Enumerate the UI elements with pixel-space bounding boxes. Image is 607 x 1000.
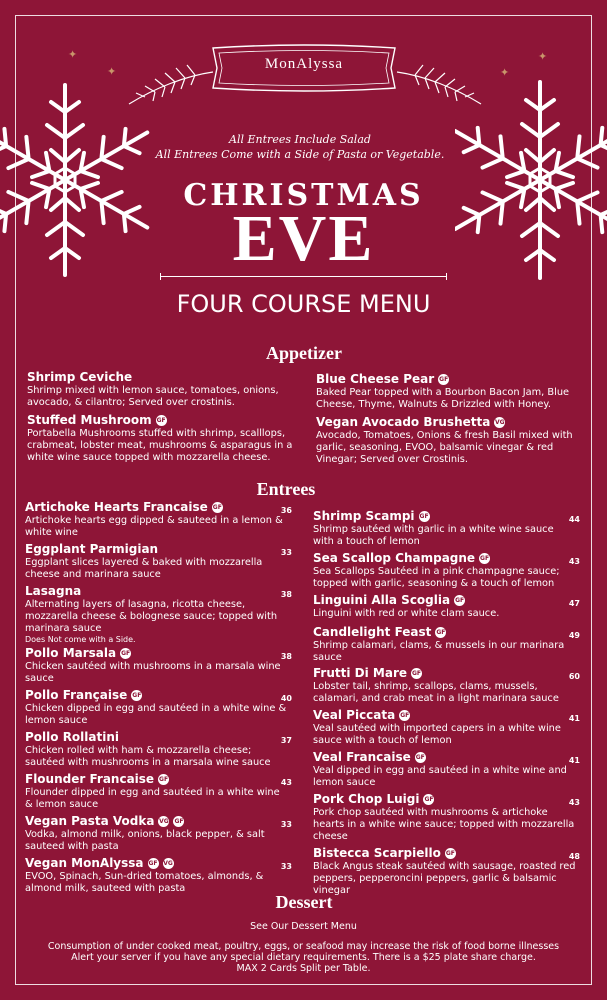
- gluten-free-badge: GF: [212, 504, 222, 511]
- gluten-free-badge: GF: [436, 629, 446, 636]
- appetizer-item-description: Shrimp mixed with lemon sauce, tomatoes, onions, avocado, & cilantro; Served over crostinis.: [27, 385, 279, 408]
- entree-item-description: Chicken sautéed with mushrooms in a marsala wine sauce: [25, 661, 281, 684]
- entree-item-price: 43: [568, 557, 580, 566]
- entree-item: [25, 730, 287, 769]
- entree-item-price: 33: [280, 548, 292, 557]
- entree-item-title: Linguini Alla Scoglia: [313, 593, 451, 607]
- gluten-free-badge: GF: [400, 712, 410, 719]
- gluten-free-badge: GF: [174, 818, 184, 825]
- entree-item: [313, 551, 577, 590]
- entree-item: [25, 772, 287, 811]
- gluten-free-badge: GF: [412, 670, 422, 677]
- laurel-right-icon: [395, 58, 485, 106]
- entree-item-price: 49: [568, 631, 580, 640]
- vegan-badge: VG: [495, 419, 505, 426]
- entree-item-price: 44: [568, 515, 580, 524]
- entree-item-description: Artichoke hearts egg dipped & sauteed in a lemon & white wine: [25, 515, 283, 538]
- entree-item-description: Pork chop sautéed with mushrooms & artichoke hearts in a white wine sauce; topped with mozzarella cheese: [313, 807, 575, 842]
- appetizer-heading: Appetizer: [266, 343, 342, 363]
- entree-item-title: Sea Scallop Champagne: [313, 551, 476, 565]
- appetizer-item-name: [27, 370, 299, 385]
- gluten-free-badge: GF: [439, 376, 449, 383]
- appetizer-item-title: Vegan Avocado Brushetta: [316, 415, 491, 429]
- entree-item-description: Eggplant slices layered & baked with mozzarella cheese and marinara sauce: [25, 557, 263, 580]
- entree-item: [25, 646, 287, 685]
- entree-item: [25, 688, 287, 727]
- gluten-free-badge: GF: [419, 513, 429, 520]
- gluten-free-badge: GF: [455, 597, 465, 604]
- laurel-left-icon: [125, 58, 215, 106]
- appetizer-item-title: Stuffed Mushroom: [27, 413, 152, 427]
- entree-item-title: Flounder Francaise: [25, 772, 155, 786]
- entree-item-description: Linguini with red or white clam sauce.: [313, 608, 500, 619]
- entree-item-price: 33: [280, 820, 292, 829]
- sparkle-icon: ✦: [500, 67, 510, 79]
- gluten-free-badge: GF: [156, 417, 166, 424]
- entree-item-description: Flounder dipped in egg and sautéed in a white wine & lemon sauce: [25, 787, 280, 810]
- entree-item-price: 43: [568, 798, 580, 807]
- entree-item-name: [25, 646, 287, 661]
- appetizer-item: [316, 372, 582, 411]
- entree-item-description: Sea Scallops Sautéed in a pink champagne sauce; topped with garlic, seasoning & a touch of lemon: [313, 566, 560, 589]
- entree-item-price: 38: [280, 590, 292, 599]
- gluten-free-badge: GF: [424, 796, 434, 803]
- appetizer-item-name: [27, 413, 299, 428]
- entree-item-title: Vegan Pasta Vodka: [25, 814, 155, 828]
- entree-item-title: Pollo Française: [25, 688, 128, 702]
- entree-item: [313, 750, 577, 789]
- entree-item-name: [25, 584, 287, 599]
- entree-item-description: Chicken dipped in egg and sautéed in a white wine & lemon sauce: [25, 703, 287, 726]
- entree-item-price: 43: [280, 778, 292, 787]
- entree-item-note: Does Not come with a Side.: [25, 635, 136, 644]
- entree-item-title: Vegan MonAlyssa: [25, 856, 144, 870]
- gluten-free-badge: GF: [148, 860, 158, 867]
- entree-item-name: [25, 730, 287, 745]
- entree-item-price: 41: [568, 714, 580, 723]
- entree-item-name: [313, 551, 577, 566]
- entree-item-title: Frutti Di Mare: [313, 666, 408, 680]
- title-christmas: CHRISTMAS: [183, 178, 424, 213]
- entree-item-title: Eggplant Parmigian: [25, 542, 159, 556]
- side-note: All Entrees Come with a Side of Pasta or Vegetable.: [155, 148, 445, 161]
- entree-item-description: Lobster tail, shrimp, scallops, clams, mussels, calamari, and crab meat in a light marinara sauce: [313, 681, 559, 704]
- entree-item-description: EVOO, Spinach, Sun-dried tomatoes, almonds, & almond milk, sauteed with pasta: [25, 871, 264, 894]
- entree-item: [313, 792, 577, 843]
- footer-dietary: Alert your server if you have any special dietary requirements. There is a $25 plate share charge.: [71, 952, 536, 963]
- appetizer-item-description: Portabella Mushrooms stuffed with shrimp, scalllops, crabmeat, lobster meat, mushrooms & asparagus in a white wine sauce topped with mozzarella cheese.: [27, 428, 293, 463]
- entree-item-description: Shrimp calamari, clams, & mussels in our marinara sauce: [313, 640, 565, 663]
- entree-item-price: 37: [280, 736, 292, 745]
- gluten-free-badge: GF: [445, 850, 455, 857]
- entree-item: [25, 542, 287, 581]
- entree-item-price: 40: [280, 694, 292, 703]
- entree-item-title: Pollo Rollatini: [25, 730, 120, 744]
- entree-item-name: [25, 500, 287, 515]
- entree-item-title: Pollo Marsala: [25, 646, 117, 660]
- appetizer-item-description: Baked Pear topped with a Bourbon Bacon Jam, Blue Cheese, Thyme, Walnuts & Drizzled with Honey.: [316, 387, 570, 410]
- entree-item-name: [25, 856, 287, 871]
- gluten-free-badge: GF: [132, 692, 142, 699]
- entree-item-description: Chicken rolled with ham & mozzarella cheese; sautéed with mushrooms in a marsala wine sauce: [25, 745, 271, 768]
- gluten-free-badge: GF: [480, 555, 490, 562]
- gluten-free-badge: GF: [159, 776, 169, 783]
- entree-item-name: [25, 772, 287, 787]
- entree-item: [313, 666, 577, 705]
- title-divider: [160, 276, 447, 277]
- entree-item: [313, 593, 577, 620]
- appetizer-item-title: Blue Cheese Pear: [316, 372, 435, 386]
- entree-item-name: [313, 750, 577, 765]
- entree-item-name: [25, 688, 287, 703]
- entree-item-description: Black Angus steak sautéed with sausage, roasted red peppers, pepperoncini peppers, garlic & balsamic vinegar: [313, 861, 576, 896]
- entree-item-name: [25, 542, 287, 557]
- brand-name: MonAlyssa: [264, 56, 344, 72]
- entree-item-title: Lasagna: [25, 584, 82, 598]
- entree-item-description: Vodka, almond milk, onions, black pepper, & salt sauteed with pasta: [25, 829, 265, 852]
- appetizer-item-name: [316, 415, 582, 430]
- entree-item: [313, 625, 577, 664]
- appetizer-item: [27, 413, 299, 464]
- entree-item-price: 41: [568, 756, 580, 765]
- footer-cards: MAX 2 Cards Split per Table.: [236, 963, 371, 974]
- appetizer-item: [27, 370, 299, 409]
- entree-item-name: [313, 593, 577, 608]
- entree-item-title: Candlelight Feast: [313, 625, 432, 639]
- entree-item-price: 38: [280, 652, 292, 661]
- gluten-free-badge: GF: [415, 754, 425, 761]
- sparkle-icon: ✦: [538, 51, 548, 63]
- title-eve: EVE: [232, 202, 375, 275]
- entree-item-name: [313, 666, 577, 681]
- entree-item-name: [313, 708, 577, 723]
- entree-item-title: Pork Chop Luigi: [313, 792, 420, 806]
- entree-item-description: Shrimp sautéed with garlic in a white wine sauce with a touch of lemon: [313, 524, 554, 547]
- entree-item-title: Artichoke Hearts Francaise: [25, 500, 208, 514]
- appetizer-item-title: Shrimp Ceviche: [27, 370, 133, 384]
- entree-item-name: [313, 792, 577, 807]
- entree-item-title: Shrimp Scampi: [313, 509, 415, 523]
- entree-item-title: Veal Francaise: [313, 750, 411, 764]
- vegan-badge: VG: [163, 860, 173, 867]
- entree-item-name: [313, 625, 577, 640]
- entree-item-description: Veal sautéed with imported capers in a white wine sauce with a touch of lemon: [313, 723, 561, 746]
- entree-item: [25, 814, 287, 853]
- sparkle-icon: ✦: [107, 66, 117, 78]
- entree-item-price: 33: [280, 862, 292, 871]
- entree-item: [313, 509, 577, 548]
- entree-item-price: 36: [280, 506, 292, 515]
- entree-item-price: 60: [568, 672, 580, 681]
- entree-item-description: Alternating layers of lasagna, ricotta cheese, mozzarella cheese & bolognese sauce; topped with marinara sauce: [25, 599, 278, 634]
- entree-item: [25, 856, 287, 895]
- entree-item-title: Bistecca Scarpiello: [313, 846, 441, 860]
- entree-item-title: Veal Piccata: [313, 708, 396, 722]
- appetizer-item-name: [316, 372, 582, 387]
- entree-item-price: 47: [568, 599, 580, 608]
- entree-item: [313, 708, 577, 747]
- sparkle-icon: ✦: [68, 49, 78, 61]
- footer-warning: Consumption of under cooked meat, poultry, eggs, or seafood may increase the risk of food borne illnesses: [47, 941, 560, 952]
- entree-item-name: [313, 509, 577, 524]
- entree-item-name: [25, 814, 287, 829]
- entree-item: [25, 584, 287, 645]
- salad-note: All Entrees Include Salad: [229, 133, 371, 146]
- appetizer-item-description: Avocado, Tomatoes, Onions & fresh Basil mixed with garlic, seasoning, EVOO, balsamic vinegar & red Vinegar; Served over Crostinis.: [316, 430, 573, 465]
- dessert-heading: Dessert: [275, 892, 333, 912]
- entree-item: [25, 500, 287, 539]
- dessert-note: See Our Dessert Menu: [250, 921, 357, 932]
- entree-item-name: [313, 846, 577, 861]
- appetizer-item: [316, 415, 582, 466]
- title-four-course: FOUR COURSE MENU: [176, 290, 431, 318]
- entree-item-description: Veal dipped in egg and sautéed in a white wine and lemon sauce: [313, 765, 567, 788]
- gluten-free-badge: GF: [121, 650, 131, 657]
- vegan-badge: VG: [159, 818, 169, 825]
- entree-item: [313, 846, 577, 897]
- entree-item-price: 48: [568, 852, 580, 861]
- entrees-heading: Entrees: [256, 479, 316, 499]
